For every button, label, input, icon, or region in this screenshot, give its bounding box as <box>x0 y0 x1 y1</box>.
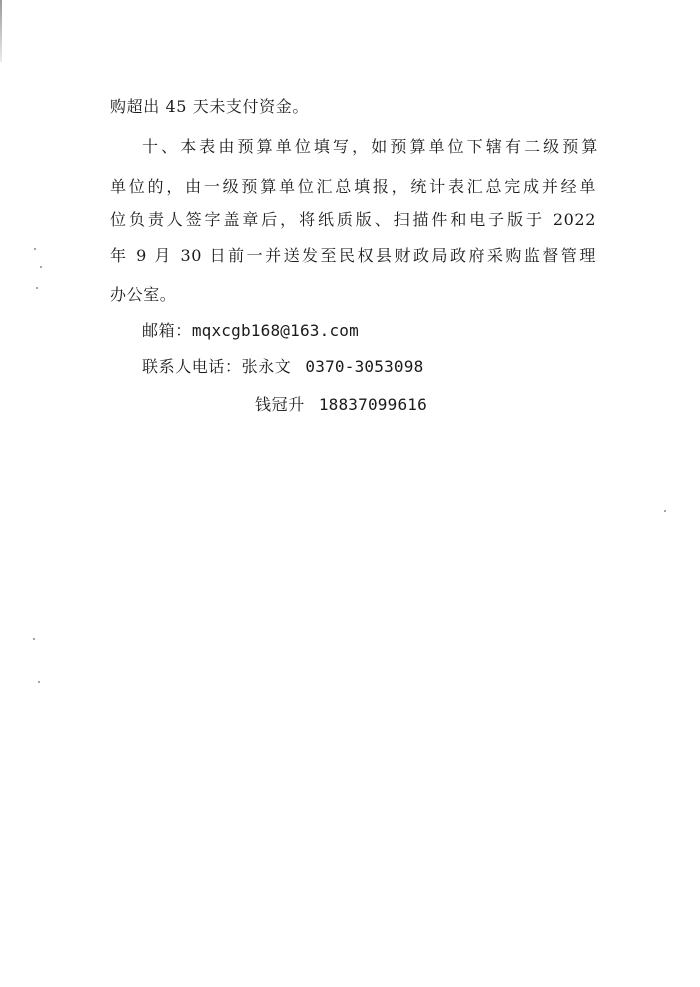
paragraph-line-1: 购超出 45 天未支付资金。 <box>110 97 309 116</box>
scan-speck <box>36 287 38 289</box>
paragraph-line-6: 办公室。 <box>110 285 177 304</box>
scan-speck <box>40 266 42 268</box>
scan-speck <box>38 681 40 683</box>
paragraph-line-2: 十、本表由预算单位填写，如预算单位下辖有二级预算 <box>142 137 598 156</box>
paragraph-line-3: 单位的，由一级预算单位汇总填报，统计表汇总完成并经单 <box>110 177 596 196</box>
email-address: mqxcgb168@163.com <box>191 321 359 340</box>
scan-speck <box>33 638 35 640</box>
contact-phone-2: 18837099616 <box>318 395 427 414</box>
scan-speck <box>34 248 36 250</box>
contact-phone-1: 0370-3053098 <box>305 357 424 376</box>
contact-row-2 <box>255 394 427 416</box>
paragraph-line-5: 年 9 月 30 日前一并送发至民权县财政局政府采购监督管理 <box>110 246 596 265</box>
contact-name-2: 钱冠升 <box>255 395 305 414</box>
email-label: 邮箱： <box>142 321 192 340</box>
scan-edge-mark <box>0 0 2 62</box>
contact-row-1 <box>142 356 423 378</box>
paragraph-line-4: 位负责人签字盖章后，将纸质版、扫描件和电子版于 2022 <box>110 210 596 229</box>
scan-speck <box>664 510 666 512</box>
contact-label: 联系人电话： <box>142 357 242 376</box>
email-row <box>142 320 359 342</box>
contact-name-1: 张永文 <box>241 357 292 376</box>
